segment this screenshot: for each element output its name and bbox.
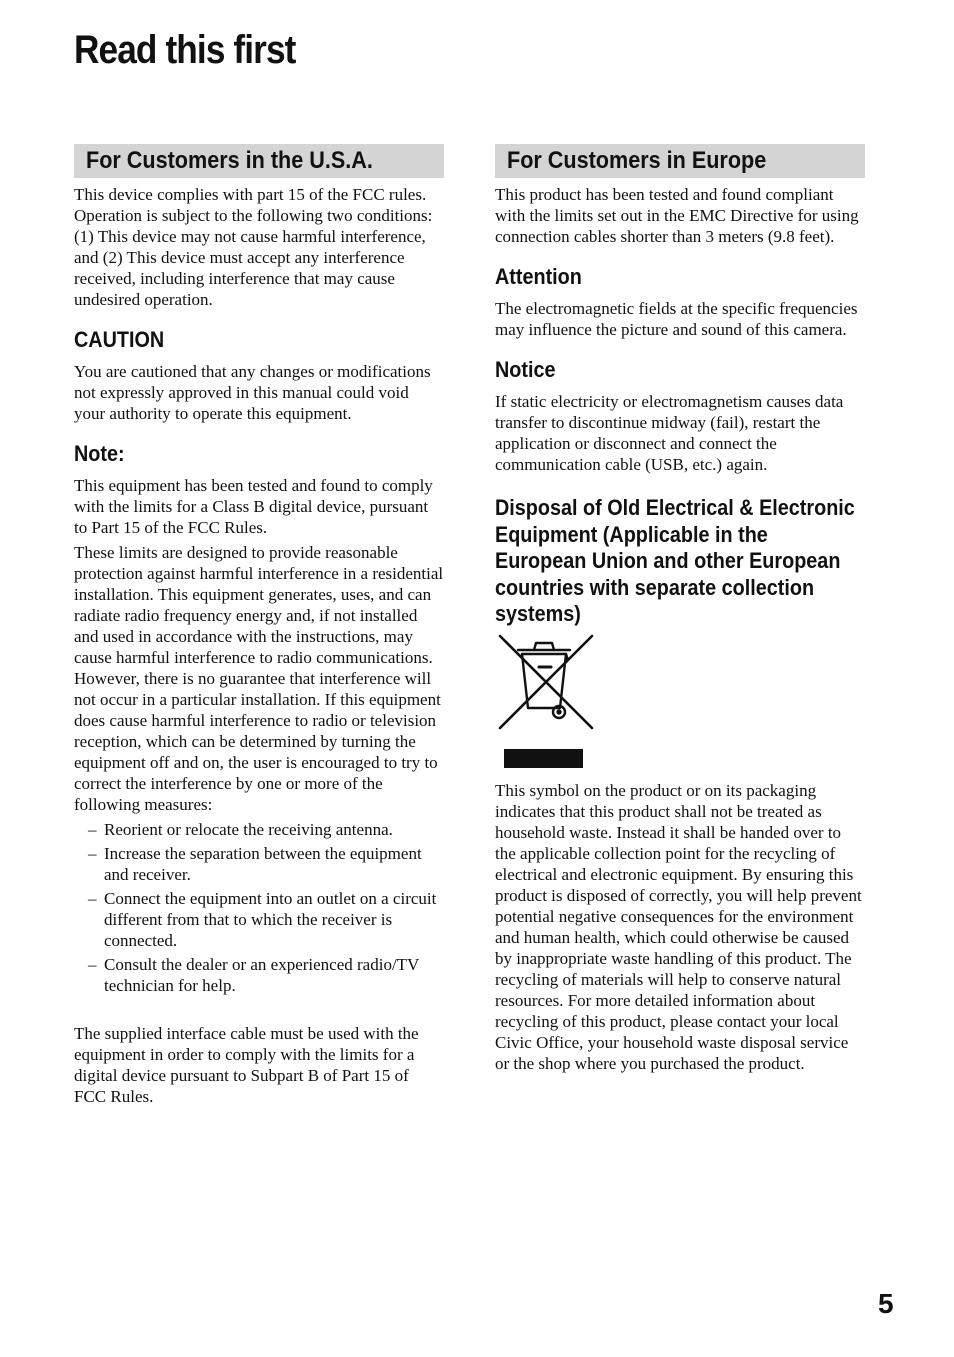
europe-intro: This product has been tested and found compliant with the limits set out in the EMC Directive for using connection cables shorter than 3 meters (9.8 feet). — [495, 185, 859, 246]
dash-bullet: – — [88, 820, 97, 839]
usa-intro: This device complies with part 15 of the FCC rules. Operation is subject to the following two conditions: (1) This device may not cause harmful interference, and (2) This device must accept any interference received, including interference that may cause undesired operation. — [74, 185, 433, 309]
dash-bullet: – — [88, 955, 97, 974]
measure-text: Connect the equipment into an outlet on a circuit different from that to which the receiver is connected. — [104, 889, 437, 950]
attention-text: The electromagnetic fields at the specific frequencies may influence the picture and sound of this camera. — [495, 299, 858, 339]
weee-symbol — [496, 632, 596, 768]
measure-text: Consult the dealer or an experienced radio/TV technician for help. — [104, 955, 420, 995]
page-title: Read this first — [74, 28, 296, 72]
note-para-2: These limits are designed to provide reasonable protection against harmful interference in a residential installation. This equipment generates, uses, and can radiate radio frequency energy and, if not installed and used in accordance with the instructions, may cause harmful interference to radio communications. However, there is no guarantee that interference will not occur in a particular installation. If this equipment does cause harmful interference to radio or television reception, which can be determined by turning the equipment off and on, the user is encouraged to try to correct the interference by one or more of the following measures: — [74, 543, 444, 814]
usa-section-heading: For Customers in the U.S.A. — [74, 144, 444, 178]
attention-heading: Attention — [495, 264, 582, 289]
disposal-text: This symbol on the product or on its packaging indicates that this product shall not be treated as household waste. Instead it shall be handed over to the applicable collection point for the recycling of electrical and electronic equipment. By ensuring this product is disposed of correctly, you will help prevent potential negative consequences for the environment and human health, which could otherwise be caused by inappropriate waste handling of this product. The recycling of materials will help to conserve natural resources. For more detailed information about recycling of this product, please contact your local Civic Office, your household waste disposal service or the shop where you purchased the product. — [495, 780, 862, 1073]
page-number: 5 — [878, 1288, 894, 1319]
crossed-out-wheelie-bin-icon — [496, 632, 596, 732]
list-item — [74, 888, 444, 951]
interference-measures-list — [74, 819, 444, 996]
notice-heading: Notice — [495, 357, 556, 382]
caution-text: You are cautioned that any changes or modifications not expressly approved in this manual could void your authority to operate this equipment. — [74, 362, 431, 423]
dash-bullet: – — [88, 844, 97, 863]
caution-heading: CAUTION — [74, 327, 165, 352]
note-para-1: This equipment has been tested and found to comply with the limits for a Class B digital device, pursuant to Part 15 of the FCC Rules. — [74, 476, 433, 537]
list-item — [74, 843, 444, 885]
weee-symbol-bar — [504, 749, 583, 768]
list-item — [74, 819, 444, 840]
disposal-heading: Disposal of Old Electrical & Electronic Equipment (Applicable in the European Union and other European countries with separate collection systems) — [495, 495, 855, 626]
notice-text: If static electricity or electromagnetism causes data transfer to discontinue midway (fail), restart the application or disconnect and connect the communication cable (USB, etc.) again. — [495, 392, 844, 474]
note-heading: Note: — [74, 441, 125, 466]
usa-column — [74, 144, 444, 1111]
measure-text: Increase the separation between the equipment and receiver. — [104, 844, 422, 884]
europe-column — [495, 144, 865, 1078]
list-item — [74, 954, 444, 996]
europe-section-heading: For Customers in Europe — [495, 144, 865, 178]
dash-bullet: – — [88, 889, 97, 908]
cable-note: The supplied interface cable must be used with the equipment in order to comply with the limits for a digital device pursuant to Subpart B of Part 15 of FCC Rules. — [74, 1024, 419, 1106]
measure-text: Reorient or relocate the receiving antenna. — [104, 820, 393, 839]
